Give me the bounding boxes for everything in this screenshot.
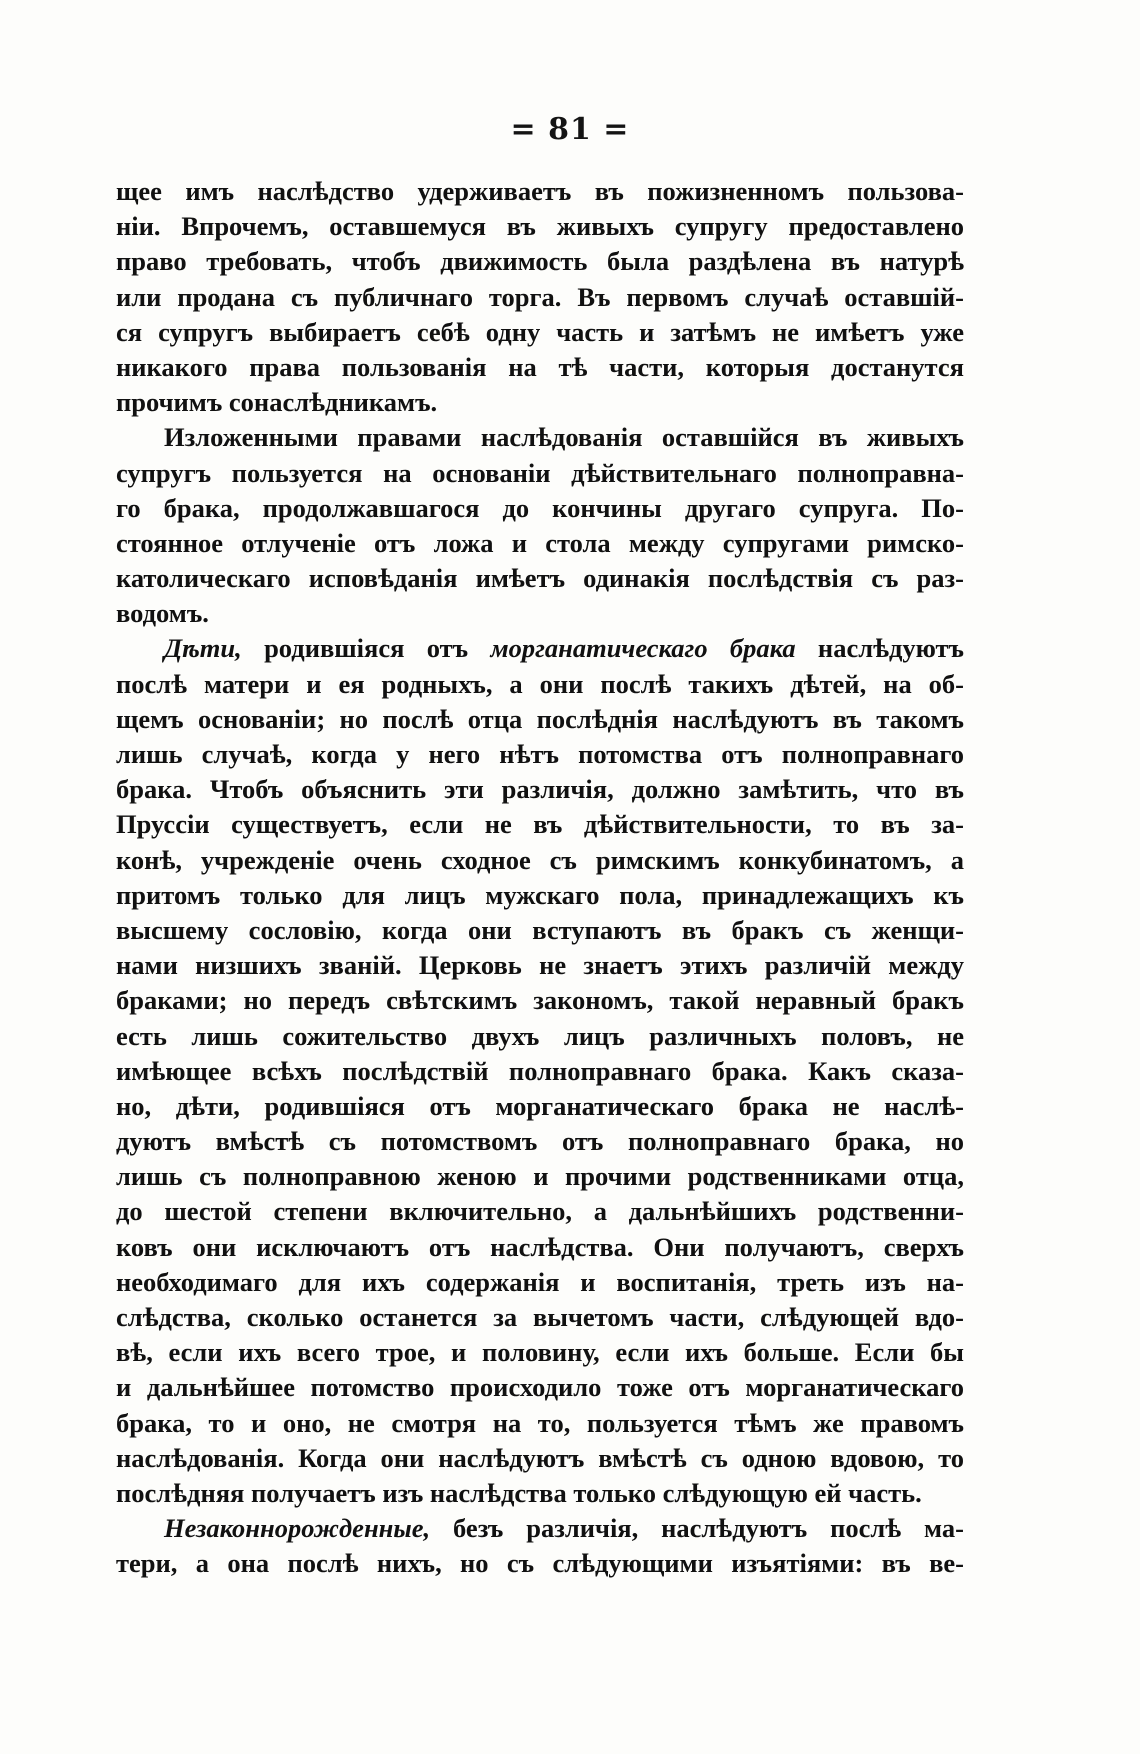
line-text: лишь случаѣ, когда у него нѣтъ потомства отъ полноправнаго: [116, 739, 964, 769]
line-text: Изложенными правами наслѣдованiя оставшiйся въ живыхъ: [164, 422, 964, 453]
text-line: [116, 1335, 964, 1370]
text-line: [116, 913, 964, 948]
line-text: прочимъ сонаслѣдникамъ.: [116, 387, 438, 418]
line-text: лишь съ полноправною женою и прочими родственниками отца,: [116, 1161, 964, 1192]
line-text: послѣ матери и ея родныхъ, а они послѣ такихъ дѣтей, на об-: [116, 668, 964, 699]
line-text: брака, то и оно, не смотря на то, пользуется тѣмъ же правомъ: [116, 1407, 964, 1438]
text-line: [116, 1054, 964, 1089]
text-line: [116, 491, 964, 526]
text-line: [116, 737, 964, 772]
line-text: до шестой степени включительно, а дальнѣйшихъ родственни-: [116, 1196, 964, 1227]
line-text: щее имъ наслѣдство удерживаетъ въ пожизненномъ пользова-: [116, 176, 964, 206]
line-text: безъ различiя, наслѣдуютъ послѣ ма-: [430, 1513, 964, 1544]
line-text: ковъ они исключаютъ отъ наслѣдства. Они получаютъ, сверхъ: [116, 1231, 964, 1262]
italic-term: Незаконнорожденные,: [164, 1513, 431, 1544]
line-text: брака. Чтобъ объяснить эти различiя, должно замѣтить, что въ: [116, 774, 964, 805]
text-line: [116, 667, 964, 702]
line-text: притомъ только для лицъ мужскаго пола, принадлежащихъ къ: [116, 879, 964, 910]
line-text: Пруссiи существуетъ, если не въ дѣйствительности, то въ за-: [116, 809, 964, 840]
line-text: наслѣдуютъ: [795, 633, 964, 664]
text-line: [116, 807, 964, 842]
text-line: [116, 420, 964, 455]
text-line: [116, 1370, 964, 1405]
line-text: родившiяся отъ: [241, 633, 491, 664]
line-text: послѣдняя получаетъ изъ наслѣдства только слѣдующую ей часть.: [116, 1477, 922, 1508]
line-text: имѣющее всѣхъ послѣдствiй полноправнаго брака. Какъ сказа-: [116, 1055, 964, 1086]
line-text: но, дѣти, родившiяся отъ морганатическаго брака не наслѣ-: [116, 1090, 964, 1121]
text-line: [116, 1089, 964, 1124]
line-text: или продана съ публичнаго торга. Въ первомъ случаѣ оставшiй-: [116, 281, 964, 312]
line-text: нами низшихъ званiй. Церковь не знаетъ этихъ различiй между: [116, 950, 964, 981]
body-text: [116, 174, 964, 1582]
line-text: стоянное отлученiе отъ ложа и стола между супругами римско-: [116, 527, 964, 558]
text-line: [116, 1476, 964, 1511]
text-line: [116, 1511, 964, 1546]
line-text: необходимаго для ихъ содержанiя и воспитанiя, треть изъ на-: [116, 1266, 964, 1297]
text-line: [116, 948, 964, 983]
line-text: вѣ, если ихъ всего трое, и половину, если ихъ больше. Если бы: [116, 1337, 964, 1368]
line-text: и дальнѣйшее потомство происходило тоже отъ морганатическаго: [116, 1372, 964, 1403]
text-line: [116, 983, 964, 1018]
text-line: [116, 878, 964, 913]
italic-term: Дѣти,: [164, 633, 242, 664]
line-text: супругъ пользуется на основанiи дѣйствительнаго полноправна-: [116, 457, 964, 488]
line-text: наслѣдованiя. Когда они наслѣдуютъ вмѣстѣ съ одною вдовою, то: [116, 1442, 964, 1473]
line-text: конѣ, учрежденiе очень сходное съ римскимъ конкубинатомъ, а: [116, 844, 964, 875]
line-text: католическаго исповѣданiя имѣетъ одинакiя послѣдствiя съ раз-: [116, 563, 964, 594]
line-text: тери, а она послѣ нихъ, но съ слѣдующими изъятiями: въ ве-: [116, 1548, 964, 1579]
line-text: высшему сословiю, когда они вступаютъ въ бракъ съ женщи-: [116, 914, 964, 945]
text-line: [116, 1406, 964, 1441]
text-line: [116, 596, 964, 631]
line-text: нiи. Впрочемъ, оставшемуся въ живыхъ супругу предоставлено: [116, 211, 964, 242]
page-number: = 81 =: [510, 112, 630, 147]
text-line: [116, 702, 964, 737]
line-text: дуютъ вмѣстѣ съ потомствомъ отъ полноправнаго брака, но: [116, 1126, 964, 1157]
line-text: ся супругъ выбираетъ себѣ одну часть и затѣмъ не имѣетъ уже: [116, 316, 964, 347]
text-line: [116, 244, 964, 279]
text-line: [116, 1230, 964, 1265]
text-line: [116, 1441, 964, 1476]
italic-term: морганатическаго брака: [490, 633, 796, 664]
line-text: слѣдства, сколько останется за вычетомъ части, слѣдующей вдо-: [116, 1302, 964, 1332]
line-text: щемъ основанiи; но послѣ отца послѣднiя наслѣдуютъ въ такомъ: [116, 703, 964, 734]
text-line: [116, 385, 964, 420]
text-line: [116, 1265, 964, 1300]
text-line: [116, 843, 964, 878]
text-line: [116, 1194, 964, 1229]
line-text: водомъ.: [116, 598, 209, 629]
text-line: [116, 174, 964, 209]
text-line: [116, 526, 964, 561]
text-line: [116, 1159, 964, 1194]
text-line: [116, 350, 964, 385]
text-line: [116, 561, 964, 596]
text-line: [116, 772, 964, 807]
text-line: [116, 280, 964, 315]
text-line: [116, 209, 964, 244]
line-text: браками; но передъ свѣтскимъ закономъ, такой неравный бракъ: [116, 985, 964, 1016]
line-text: право требовать, чтобъ движимость была раздѣлена въ натурѣ: [116, 246, 964, 277]
text-line: [116, 1300, 964, 1335]
text-line: [116, 631, 964, 666]
line-text: го брака, продолжавшагося до кончины другаго супруга. По-: [116, 492, 964, 523]
text-line: [116, 315, 964, 350]
text-line: [116, 456, 964, 491]
text-line: [116, 1019, 964, 1054]
text-line: [116, 1124, 964, 1159]
text-line: [116, 1546, 964, 1581]
line-text: никакого права пользованiя на тѣ части, которыя достанутся: [116, 351, 964, 382]
line-text: есть лишь сожительство двухъ лицъ различныхъ половъ, не: [116, 1020, 964, 1051]
